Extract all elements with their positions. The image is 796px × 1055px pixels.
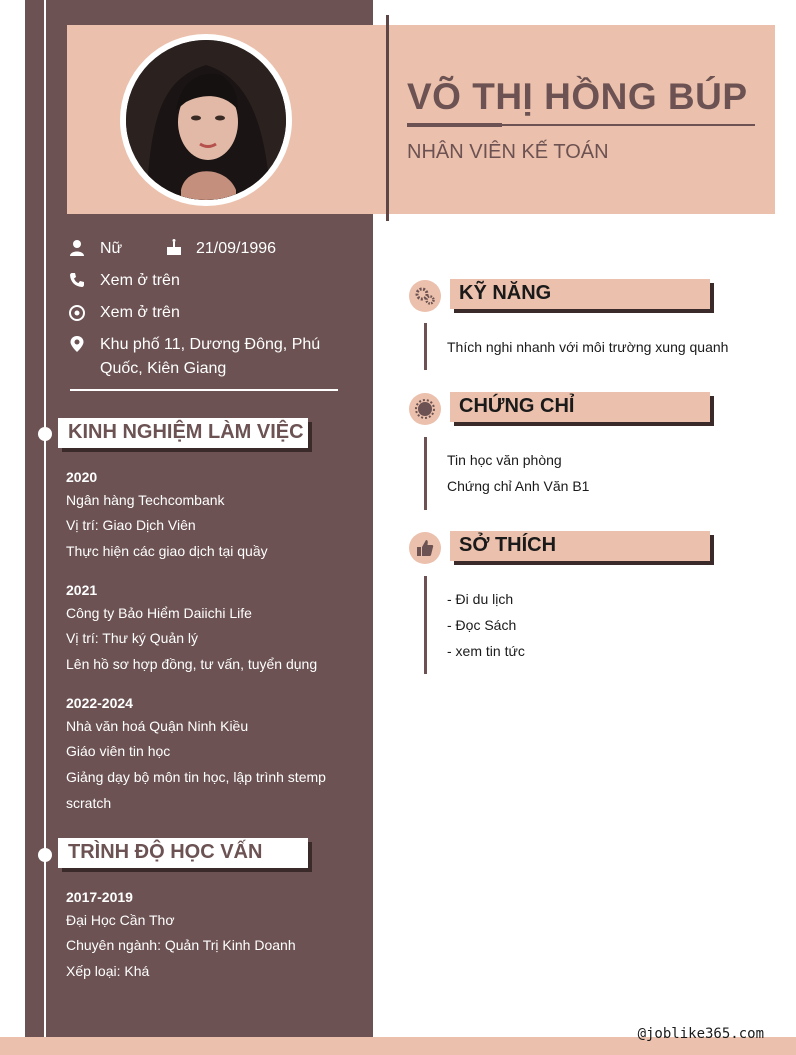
- birthday-cake-icon: [165, 238, 183, 256]
- skill-item-1: Thích nghi nhanh với môi trường xung quanh: [447, 339, 729, 355]
- edu-1-line-1: Đại Học Cần Thơ: [66, 912, 175, 928]
- certificates-heading-label: CHỨNG CHỈ: [459, 395, 575, 417]
- hobby-item-2: - Đọc Sách: [447, 617, 517, 633]
- hobby-item-1: - Đi du lịch: [447, 591, 514, 607]
- certificates-heading: [450, 392, 710, 422]
- skills-vline: [424, 323, 427, 370]
- user-icon: [68, 239, 86, 257]
- edu-1-year: 2017-2019: [66, 889, 133, 905]
- timeline-dot: [38, 848, 52, 862]
- hobbies-vline: [424, 576, 427, 674]
- exp-3-year: 2022-2024: [66, 695, 133, 711]
- certificates-vline: [424, 437, 427, 510]
- avatar: [120, 34, 292, 206]
- skills-icon-circle: [409, 280, 441, 312]
- address-line-1: Khu phố 11, Dương Đông, Phú: [100, 336, 321, 353]
- footer-watermark: @joblike365.com: [637, 1026, 764, 1042]
- badge-icon: [409, 393, 441, 425]
- certificate-item-2: Chứng chỉ Anh Văn B1: [447, 478, 590, 494]
- exp-1-line-3: Thực hiện các giao dịch tại quầy: [66, 543, 268, 559]
- hobby-item-3: - xem tin tức: [447, 643, 525, 659]
- phone-value: Xem ở trên: [100, 272, 180, 289]
- hobbies-heading: [450, 531, 710, 561]
- exp-3-line-1: Nhà văn hoá Quận Ninh Kiều: [66, 718, 249, 734]
- skills-heading: [450, 279, 710, 309]
- exp-3-line-2: Giáo viên tin học: [66, 743, 171, 759]
- certificate-item-1: Tin học văn phòng: [447, 452, 562, 468]
- edu-1-line-2: Chuyên ngành: Quản Trị Kinh Doanh: [66, 937, 296, 953]
- address-line-2: Quốc, Kiên Giang: [100, 360, 227, 377]
- edu-1-line-3: Xếp loại: Khá: [66, 963, 150, 979]
- profile-photo: [126, 40, 286, 200]
- education-heading-label: TRÌNH ĐỘ HỌC VẤN: [68, 841, 263, 863]
- gender-value: Nữ: [100, 240, 123, 257]
- skills-heading-label: KỸ NĂNG: [459, 282, 552, 304]
- sidebar-timeline-line: [44, 0, 46, 1055]
- birthday-value: 21/09/1996: [196, 240, 277, 257]
- person-name: VÕ THỊ HỒNG BÚP: [407, 76, 748, 117]
- exp-2-line-3: Lên hồ sơ hợp đồng, tư vấn, tuyển dụng: [66, 656, 318, 672]
- timeline-dot: [38, 427, 52, 441]
- exp-1-year: 2020: [66, 469, 98, 485]
- exp-1-line-2: Vị trí: Giao Dịch Viên: [66, 517, 196, 533]
- certificates-icon-circle: [409, 393, 441, 425]
- exp-2-line-2: Vị trí: Thư ký Quản lý: [66, 630, 199, 646]
- name-underline-accent: [407, 123, 502, 127]
- gears-icon: [409, 280, 441, 312]
- hobbies-heading-label: SỞ THÍCH: [459, 534, 557, 556]
- exp-1-line-1: Ngân hàng Techcombank: [66, 492, 225, 508]
- hobbies-icon-circle: [409, 532, 441, 564]
- experience-heading-label: KINH NGHIỆM LÀM VIỆC: [68, 421, 304, 443]
- exp-3-line-3: Giảng dạy bộ môn tin học, lập trình stemp: [66, 769, 326, 785]
- location-pin-icon: [68, 335, 86, 353]
- experience-heading: [58, 418, 308, 448]
- education-heading: [58, 838, 308, 868]
- phone-icon: [68, 271, 86, 289]
- thumbs-up-icon: [409, 532, 441, 564]
- job-title: NHÂN VIÊN KẾ TOÁN: [407, 141, 609, 163]
- portrait-illustration: [126, 40, 286, 200]
- exp-2-line-1: Công ty Bảo Hiểm Daiichi Life: [66, 605, 252, 621]
- header-divider: [386, 15, 389, 221]
- email-at-icon: [68, 304, 86, 322]
- exp-3-line-4: scratch: [66, 795, 112, 811]
- email-value: Xem ở trên: [100, 304, 180, 321]
- info-divider: [70, 389, 338, 391]
- exp-2-year: 2021: [66, 582, 98, 598]
